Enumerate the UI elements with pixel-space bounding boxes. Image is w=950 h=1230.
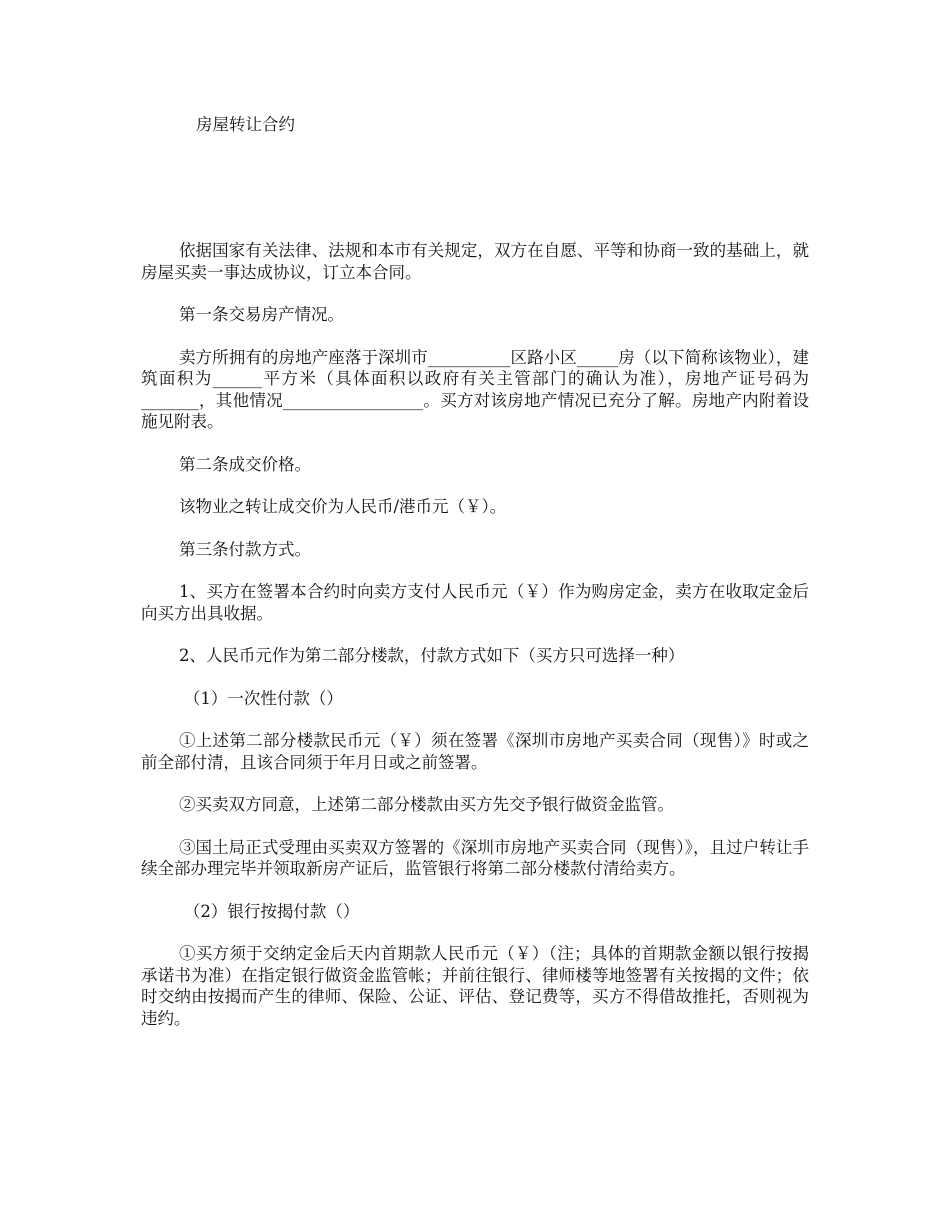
transaction-price-paragraph: 该物业之转让成交价为人民币/港币元（￥）。 (178, 497, 507, 516)
lump-sum-option-heading: （1）一次性付款（） (183, 688, 343, 708)
article-3-heading: 第三条付款方式。 (178, 539, 311, 559)
document-title: 房屋转让合约 (196, 115, 295, 134)
deposit-clause: 1、买方在签署本合约时向卖方支付人民币元（￥）作为购房定金，卖方在收取定金后向买方出具收据。 (141, 582, 809, 623)
mortgage-item-1: ①买方须于交纳定金后天内首期款人民币元（￥）（注；具体的首期款金额以银行按揭承诺书为准）在指定银行做资金监管帐；并前往银行、律师楼等地签署有关按揭的文件；依时交纳由按揭而产生的律师、保险、公证、评估、登记费等，买方不得借故推托，否则视为违约。 (141, 944, 809, 1028)
lump-sum-item-3: ③国土局正式受理由买卖双方签署的《深圳市房地产买卖合同（现售）》，且过户转让手续全部办理完毕并领取新房产证后，监管银行将第二部分楼款付清给卖方。 (141, 837, 809, 878)
preamble-paragraph: 依据国家有关法律、法规和本市有关规定，双方在自愿、平等和协商一致的基础上，就房屋买卖一事达成协议，订立本合同。 (141, 241, 809, 282)
article-1-heading: 第一条交易房产情况。 (178, 305, 344, 324)
mortgage-option-heading: （2）银行按揭付款（） (183, 901, 360, 921)
second-payment-clause: 2、人民币元作为第二部分楼款，付款方式如下（买方只可选择一种） (178, 646, 685, 665)
property-details-paragraph: 卖方所拥有的房地产座落于深圳市__________区路小区_____房（以下简称该物业），建筑面积为______平方米（具体面积以政府有关主管部门的确认为准），房地产证号码为_______，其他情况_________________。买方对该房地产情况已充分了解。房地产内附着设施见附表。 (141, 347, 809, 431)
document-body (141, 240, 809, 1050)
lump-sum-item-1: ①上述第二部分楼款民币元（￥）须在签署《深圳市房地产买卖合同（现售）》时或之前全部付清，且该合同须于年月日或之前签署。 (141, 731, 809, 772)
article-2-heading: 第二条成交价格。 (178, 454, 311, 474)
lump-sum-item-2: ②买卖双方同意，上述第二部分楼款由买方先交予银行做资金监管。 (178, 795, 674, 814)
